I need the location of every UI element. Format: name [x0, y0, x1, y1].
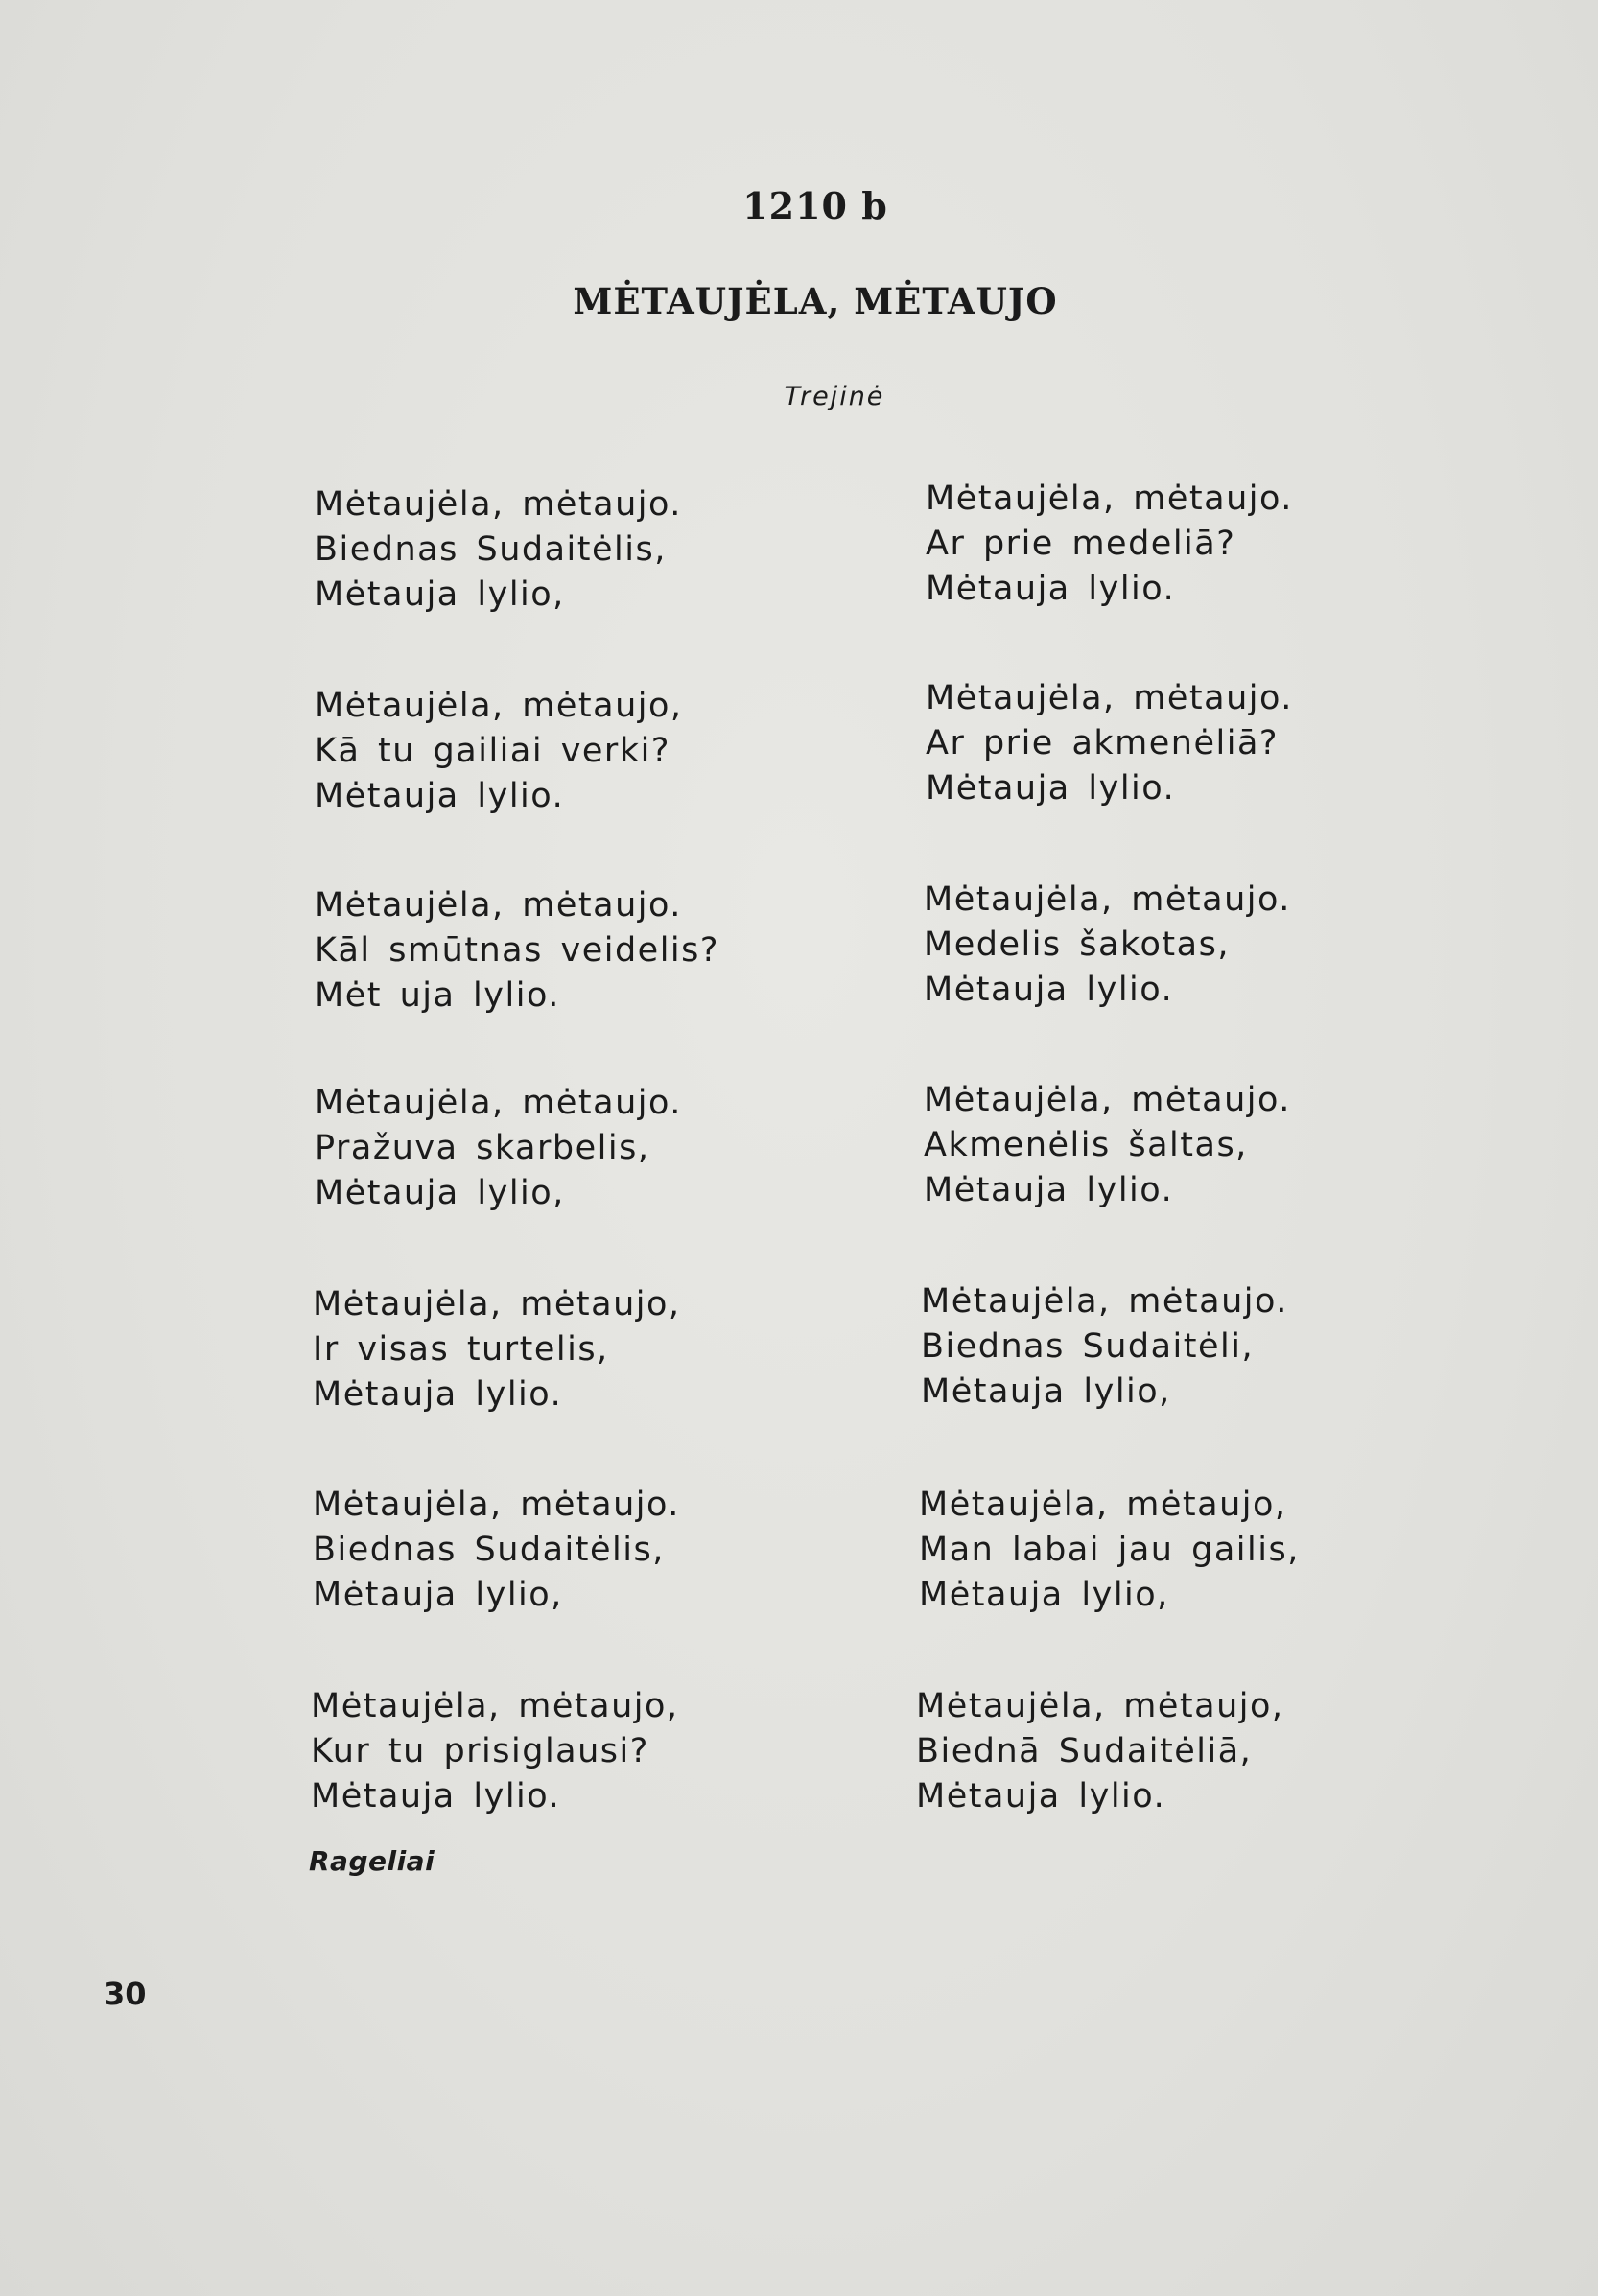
verse-line: Mėtaujėla, mėtaujo.: [921, 1282, 1288, 1321]
verse-line: Mėtauja lylio.: [313, 1375, 563, 1414]
verse-line: Biednas Sudaitėli,: [921, 1327, 1255, 1366]
verse-line: Mėtauja lylio.: [924, 1171, 1174, 1209]
verse-line: Ar prie medeliā?: [926, 525, 1236, 563]
verse-line: Akmenėlis šaltas,: [924, 1126, 1248, 1164]
verse-line: Man labai jau gailis,: [919, 1531, 1300, 1569]
verse-line: Mėt uja lylio.: [315, 976, 560, 1015]
stanza-right-4: [924, 1078, 1291, 1213]
stanza-left-2: [315, 684, 683, 819]
stanza-left-3: [315, 883, 719, 1019]
verse-line: Kāl smūtnas veidelis?: [315, 931, 719, 970]
song-title: MĖTAUJĖLA, MĖTAUJO: [573, 280, 1058, 322]
verse-line: Kur tu prisiglausi?: [311, 1732, 649, 1770]
verse-line: Mėtauja lylio.: [926, 769, 1176, 808]
verse-line: Mėtaujėla, mėtaujo,: [916, 1687, 1284, 1725]
stanza-right-5: [921, 1279, 1288, 1415]
stanza-right-7: [916, 1684, 1284, 1819]
stanza-right-3: [924, 878, 1291, 1013]
stanza-left-5: [313, 1282, 681, 1417]
verse-line: Mėtauja lylio.: [926, 570, 1176, 608]
verse-line: Biednas Sudaitėlis,: [313, 1531, 665, 1569]
stanza-left-4: [315, 1081, 682, 1216]
verse-line: Mėtauja lylio,: [921, 1372, 1171, 1411]
verse-line: Mėtaujėla, mėtaujo.: [926, 679, 1293, 717]
verse-line: Mėtaujėla, mėtaujo,: [313, 1285, 681, 1324]
verse-line: Kā tu gailiai verki?: [315, 732, 670, 770]
verse-line: Mėtaujėla, mėtaujo,: [315, 687, 683, 725]
verse-line: Mėtaujėla, mėtaujo.: [924, 1081, 1291, 1119]
verse-line: Mėtaujėla, mėtaujo,: [311, 1687, 679, 1725]
verse-line: Mėtauja lylio,: [919, 1576, 1169, 1614]
stanza-right-1: [926, 477, 1293, 612]
verse-line: Mėtauja lylio,: [315, 575, 565, 614]
verse-line: Ir visas turtelis,: [313, 1330, 609, 1369]
verse-line: Biednā Sudaitėliā,: [916, 1732, 1253, 1770]
stanza-left-7: [311, 1684, 679, 1819]
stanza-right-2: [926, 676, 1293, 811]
verse-line: Mėtauja lylio,: [313, 1576, 563, 1614]
verse-line: Biednas Sudaitėlis,: [315, 530, 667, 569]
song-subtitle: Trejinė: [784, 382, 885, 411]
verse-line: Mėtauja lylio.: [924, 971, 1174, 1009]
stanza-left-1: [315, 482, 682, 618]
verse-line: Mėtaujėla, mėtaujo.: [313, 1486, 680, 1524]
verse-line: Mėtaujėla, mėtaujo.: [315, 485, 682, 524]
verse-line: Mėtaujėla, mėtaujo.: [315, 1084, 682, 1122]
verse-line: Mėtauja lylio,: [315, 1174, 565, 1212]
verse-line: Mėtaujėla, mėtaujo.: [315, 886, 682, 925]
verse-line: Mėtaujėla, mėtaujo.: [926, 480, 1293, 518]
verse-line: Mėtauja lylio.: [315, 777, 565, 815]
verse-line: Ar prie akmenėliā?: [926, 724, 1279, 762]
place-of-recording: Rageliai: [309, 1845, 435, 1877]
verse-line: Mėtaujėla, mėtaujo.: [924, 880, 1291, 919]
stanza-left-6: [313, 1483, 680, 1618]
stanza-right-6: [919, 1483, 1300, 1618]
verse-line: Mėtauja lylio.: [311, 1777, 561, 1816]
verse-line: Mėtauja lylio.: [916, 1777, 1166, 1816]
page-number: 30: [104, 1976, 147, 2012]
verse-line: Mėtaujėla, mėtaujo,: [919, 1486, 1287, 1524]
verse-line: Medelis šakotas,: [924, 925, 1230, 964]
verse-line: Pražuva skarbelis,: [315, 1129, 650, 1167]
song-number: 1210 b: [742, 184, 888, 227]
